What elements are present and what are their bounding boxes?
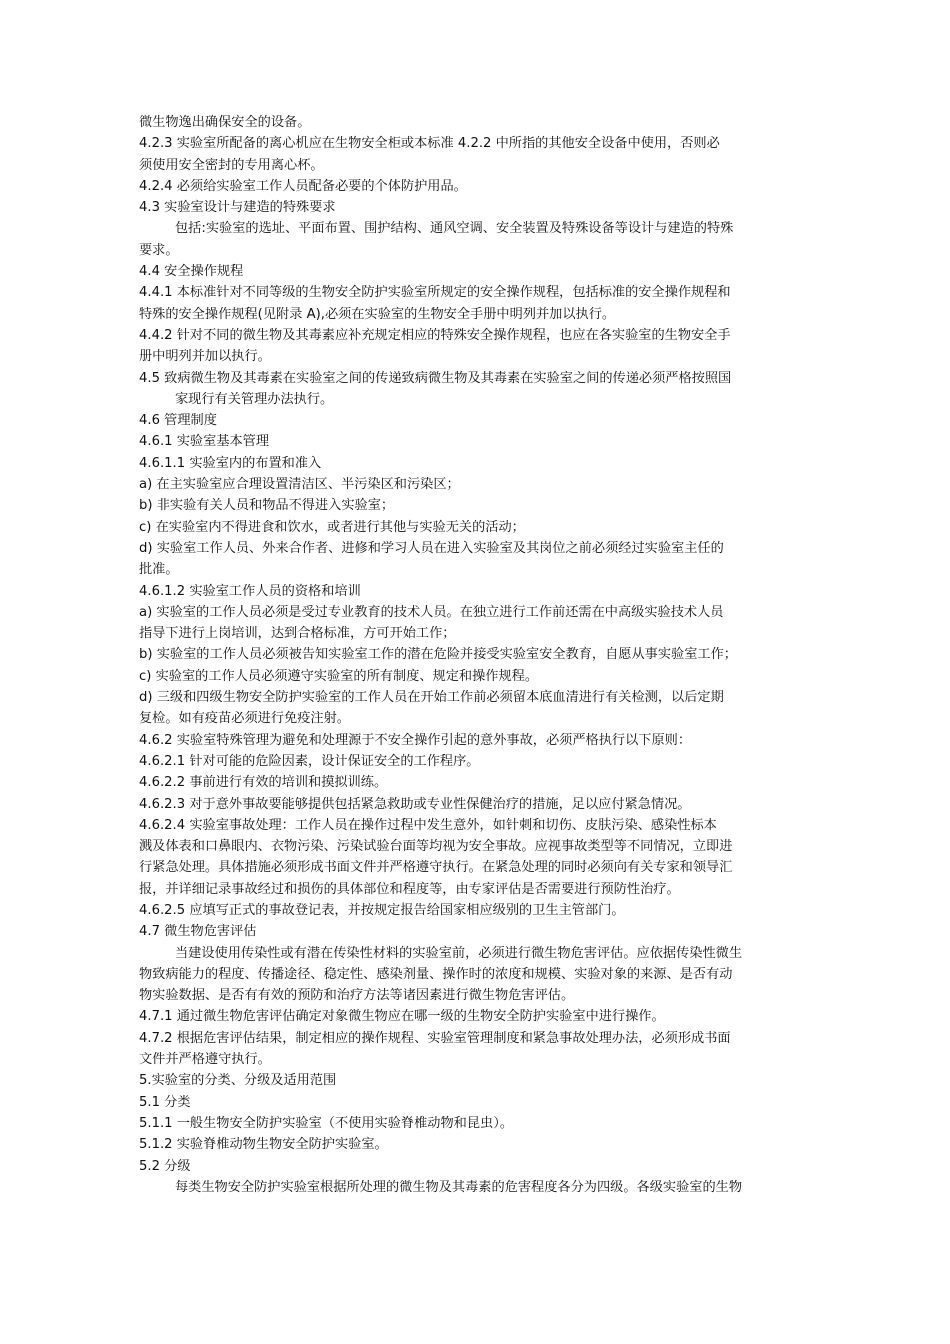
text-line: a) 在主实验室应合理设置清洁区、半污染区和污染区； [139, 477, 460, 493]
text-line: d) 三级和四级生物安全防护实验室的工作人员在开始工作前必须留本底血清进行有关检测，以后定期 [139, 690, 724, 706]
text-line: 4.6.2.1 针对可能的危险因素，设计保证安全的工作程序。 [139, 753, 480, 769]
text-line: 5.1 分类 [139, 1094, 191, 1110]
text-line: 批准。 [139, 562, 179, 578]
text-line: 4.6.2.5 应填写正式的事故登记表，并按规定报告给国家相应级别的卫生主管部门。 [139, 902, 625, 918]
text-line: 4.6.1 实验室基本管理 [139, 434, 270, 450]
text-line: 4.7.1 通过微生物危害评估确定对象微生物应在哪一级的生物安全防护实验室中进行操作。 [139, 1009, 665, 1025]
text-line: 指导下进行上岗培训，达到合格标准，方可开始工作； [139, 626, 456, 642]
text-line: 4.6.1.2 实验室工作人员的资格和培训 [139, 583, 361, 599]
text-line: 4.3 实验室设计与建造的特殊要求 [139, 200, 336, 216]
text-line: d) 实验室工作人员、外来合作者、进修和学习人员在进入实验室及其岗位之前必须经过实验室主任的 [139, 540, 724, 556]
text-line: c) 实验室的工作人员必须遵守实验室的所有制度、规定和操作规程。 [139, 668, 539, 684]
text-line: 册中明列并加以执行。 [139, 349, 271, 365]
text-line: 要求。 [139, 242, 179, 258]
text-line: 4.6.2.3 对于意外事故要能够提供包括紧急救助或专业性保健治疗的措施，足以应付紧急情况。 [139, 796, 691, 812]
text-line: 4.6.2 实验室特殊管理为避免和处理源于不安全操作引起的意外事故，必须严格执行以下原则： [139, 732, 692, 748]
text-line: 须使用安全密封的专用离心杯。 [139, 157, 324, 173]
text-line: 4.4 安全操作规程 [139, 264, 244, 280]
text-line: 4.2.4 必须给实验室工作人员配备必要的个体防护用品。 [139, 178, 467, 194]
text-line: 家现行有关管理办法执行。 [175, 391, 334, 407]
text-line: 报，并详细记录事故经过和损伤的具体部位和程度等，由专家评估是否需要进行预防性治疗。 [139, 881, 680, 897]
text-line: 当建设使用传染性或有潜在传染性材料的实验室前，必须进行微生物危害评估。应依据传染性微生 [175, 945, 743, 961]
text-line: 4.6.1.1 实验室内的布置和准入 [139, 455, 322, 471]
text-line: b) 非实验有关人员和物品不得进入实验室； [139, 498, 395, 514]
text-line: 文件并严格遵守执行。 [139, 1052, 271, 1068]
text-line: 5.实验室的分类、分级及适用范围 [139, 1073, 337, 1089]
text-line: 溅及体表和口鼻眼内、衣物污染、污染试验台面等均视为安全事故。应视事故类型等不同情况，立即进 [139, 839, 733, 855]
text-line: 4.5 致病微生物及其毒素在实验室之间的传递致病微生物及其毒素在实验室之间的传递必须严格按照国 [139, 370, 732, 386]
text-line: 物实验数据、是否有有效的预防和治疗方法等诸因素进行微生物危害评估。 [139, 988, 575, 1004]
text-line: 4.6.2.2 事前进行有效的培训和摸拟训练。 [139, 775, 388, 791]
text-line: 微生物逸出确保安全的设备。 [139, 115, 311, 130]
text-line: 4.6 管理制度 [139, 413, 217, 429]
text-line: a) 实验室的工作人员必须是受过专业教育的技术人员。在独立进行工作前还需在中高级实验技术人员 [139, 604, 724, 620]
text-line: 4.7 微生物危害评估 [139, 924, 257, 940]
text-line: 5.2 分级 [139, 1158, 191, 1174]
text-line: 行紧急处理。具体措施必须形成书面文件并严格遵守执行。在紧急处理的同时必须向有关专家和领导汇 [139, 860, 733, 876]
text-line: 4.7.2 根据危害评估结果，制定相应的操作规程、实验室管理制度和紧急事故处理办法，必须形成书面 [139, 1030, 731, 1046]
text-line: 每类生物安全防护实验室根据所处理的微生物及其毒素的危害程度各分为四级。各级实验室的生物 [175, 1179, 743, 1195]
text-line: 4.2.3 实验室所配备的离心机应在生物安全柜或本标准 4.2.2 中所指的其他安全设备中使用，否则必 [139, 136, 720, 152]
text-line: 4.4.1 本标准针对不同等级的生物安全防护实验室所规定的安全操作规程，包括标准的安全操作规程和 [139, 285, 731, 301]
text-line: 物致病能力的程度、传播途径、稳定性、感染剂量、操作时的浓度和规模、实验对象的来源、是否有动 [139, 966, 733, 982]
text-line: 复检。如有疫苗必须进行免疫注射。 [139, 711, 350, 727]
text-line: 包括:实验室的选址、平面布置、围护结构、通风空调、安全装置及特殊设备等设计与建造的特殊 [175, 221, 734, 237]
document-page [139, 112, 829, 1198]
text-line: b) 实验室的工作人员必须被告知实验室工作的潜在危险并接受实验室安全教育，自愿从事实验室工作； [139, 647, 737, 663]
text-line: 4.6.2.4 实验室事故处理：工作人员在操作过程中发生意外，如针刺和切伤、皮肤污染、感染性标本 [139, 817, 717, 833]
text-line: 4.4.2 针对不同的微生物及其毒素应补充规定相应的特殊安全操作规程，也应在各实验室的生物安全手 [139, 327, 731, 343]
text-line: 5.1.2 实验脊椎动物生物安全防护实验室。 [139, 1137, 388, 1153]
text-line: 5.1.1 一般生物安全防护实验室（不使用实验脊椎动物和昆虫）。 [139, 1115, 514, 1131]
text-line: c) 在实验室内不得进食和饮水，或者进行其他与实验无关的活动； [139, 519, 525, 535]
text-line: 特殊的安全操作规程(见附录 A),必须在实验室的生物安全手册中明列并加以执行。 [139, 306, 616, 322]
